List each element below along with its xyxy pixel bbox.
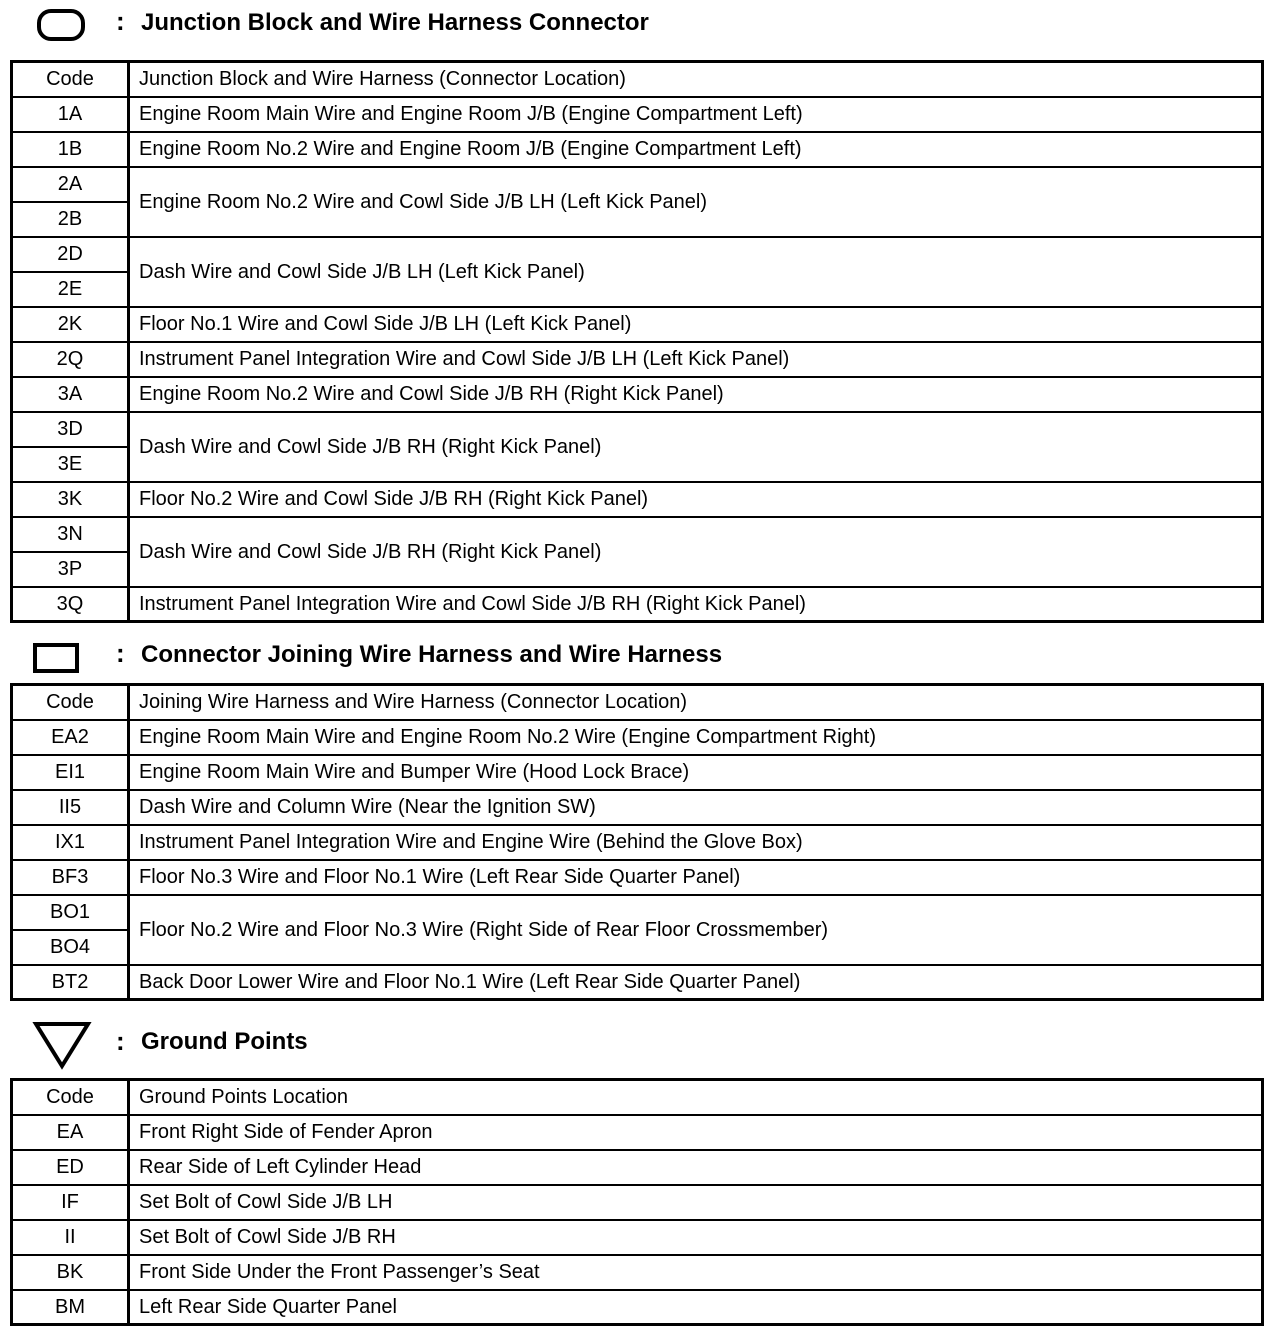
description-cell: Floor No.2 Wire and Cowl Side J/B RH (Right Kick Panel) — [129, 482, 1263, 517]
colon: : — [116, 6, 125, 36]
code-cell: 2A — [12, 167, 129, 202]
code-header: Code — [12, 62, 129, 97]
code-cell: 3E — [12, 447, 129, 482]
description-cell: Engine Room Main Wire and Bumper Wire (Hood Lock Brace) — [129, 755, 1263, 790]
code-cell: 3Q — [12, 587, 129, 622]
description-cell: Engine Room No.2 Wire and Cowl Side J/B LH (Left Kick Panel) — [129, 167, 1263, 237]
code-cell: BO1 — [12, 895, 129, 930]
code-header: Code — [12, 685, 129, 720]
description-cell: Set Bolt of Cowl Side J/B LH — [129, 1185, 1263, 1220]
code-cell: 1B — [12, 132, 129, 167]
description-cell: Instrument Panel Integration Wire and Cowl Side J/B RH (Right Kick Panel) — [129, 587, 1263, 622]
table-row — [12, 587, 1263, 622]
table-row — [12, 1150, 1263, 1185]
code-cell: 2E — [12, 272, 129, 307]
table-row — [12, 517, 1263, 552]
description-cell: Dash Wire and Column Wire (Near the Ignition SW) — [129, 790, 1263, 825]
code-header: Code — [12, 1080, 129, 1115]
description-cell: Left Rear Side Quarter Panel — [129, 1290, 1263, 1325]
table-row — [12, 377, 1263, 412]
description-header: Junction Block and Wire Harness (Connector Location) — [129, 62, 1263, 97]
table-row — [12, 755, 1263, 790]
rounded-rectangle-icon — [36, 8, 86, 42]
triangle-down-icon — [32, 1020, 92, 1070]
colon: : — [116, 638, 125, 668]
code-cell: 3P — [12, 552, 129, 587]
table-header-row — [12, 62, 1263, 97]
description-cell: Front Right Side of Fender Apron — [129, 1115, 1263, 1150]
table-row — [12, 720, 1263, 755]
table-row — [12, 167, 1263, 202]
description-cell: Engine Room Main Wire and Engine Room J/B (Engine Compartment Left) — [129, 97, 1263, 132]
table-row — [12, 1290, 1263, 1325]
rectangle-icon — [32, 642, 80, 674]
code-cell: BT2 — [12, 965, 129, 1000]
table-row — [12, 237, 1263, 272]
code-cell: ED — [12, 1150, 129, 1185]
description-cell: Dash Wire and Cowl Side J/B RH (Right Kick Panel) — [129, 517, 1263, 587]
code-cell: BF3 — [12, 860, 129, 895]
description-cell: Set Bolt of Cowl Side J/B RH — [129, 1220, 1263, 1255]
description-cell: Engine Room No.2 Wire and Engine Room J/B (Engine Compartment Left) — [129, 132, 1263, 167]
table-row — [12, 965, 1263, 1000]
description-cell: Floor No.2 Wire and Floor No.3 Wire (Right Side of Rear Floor Crossmember) — [129, 895, 1263, 965]
colon: : — [116, 1026, 125, 1056]
description-cell: Back Door Lower Wire and Floor No.1 Wire (Left Rear Side Quarter Panel) — [129, 965, 1263, 1000]
table-row — [12, 97, 1263, 132]
table-row — [12, 1220, 1263, 1255]
ground-points-table — [10, 1078, 1264, 1326]
table-row — [12, 482, 1263, 517]
code-cell: 2Q — [12, 342, 129, 377]
description-cell: Dash Wire and Cowl Side J/B LH (Left Kick Panel) — [129, 237, 1263, 307]
table-row — [12, 790, 1263, 825]
table-row — [12, 1185, 1263, 1220]
section-heading-ground-points — [0, 1018, 1280, 1068]
code-cell: 1A — [12, 97, 129, 132]
section-heading-connector-joining — [0, 632, 1280, 682]
code-cell: 3K — [12, 482, 129, 517]
description-cell: Engine Room No.2 Wire and Cowl Side J/B RH (Right Kick Panel) — [129, 377, 1263, 412]
description-cell: Instrument Panel Integration Wire and Engine Wire (Behind the Glove Box) — [129, 825, 1263, 860]
code-cell: 2K — [12, 307, 129, 342]
description-cell: Front Side Under the Front Passenger’s Seat — [129, 1255, 1263, 1290]
code-cell: BO4 — [12, 930, 129, 965]
code-cell: 2B — [12, 202, 129, 237]
code-cell: IX1 — [12, 825, 129, 860]
code-cell: 3D — [12, 412, 129, 447]
table-header-row — [12, 1080, 1263, 1115]
code-cell: II — [12, 1220, 129, 1255]
table-row — [12, 1115, 1263, 1150]
section-title: Junction Block and Wire Harness Connector — [141, 9, 649, 36]
table-row — [12, 860, 1263, 895]
description-header: Joining Wire Harness and Wire Harness (Connector Location) — [129, 685, 1263, 720]
code-cell: BK — [12, 1255, 129, 1290]
description-cell: Floor No.3 Wire and Floor No.1 Wire (Left Rear Side Quarter Panel) — [129, 860, 1263, 895]
code-cell: 3N — [12, 517, 129, 552]
description-header: Ground Points Location — [129, 1080, 1263, 1115]
code-cell: BM — [12, 1290, 129, 1325]
table-row — [12, 825, 1263, 860]
section-title: Connector Joining Wire Harness and Wire Harness — [141, 641, 723, 668]
description-cell: Rear Side of Left Cylinder Head — [129, 1150, 1263, 1185]
table-row — [12, 1255, 1263, 1290]
code-cell: II5 — [12, 790, 129, 825]
description-cell: Engine Room Main Wire and Engine Room No.2 Wire (Engine Compartment Right) — [129, 720, 1263, 755]
table-header-row — [12, 685, 1263, 720]
table-row — [12, 307, 1263, 342]
description-cell: Floor No.1 Wire and Cowl Side J/B LH (Left Kick Panel) — [129, 307, 1263, 342]
description-cell: Dash Wire and Cowl Side J/B RH (Right Kick Panel) — [129, 412, 1263, 482]
table-row — [12, 895, 1263, 930]
junction-block-table — [10, 60, 1264, 623]
code-cell: EA2 — [12, 720, 129, 755]
code-cell: EI1 — [12, 755, 129, 790]
description-cell: Instrument Panel Integration Wire and Cowl Side J/B LH (Left Kick Panel) — [129, 342, 1263, 377]
section-heading-junction-block — [0, 0, 1280, 50]
section-title: Ground Points — [141, 1028, 308, 1055]
code-cell: 3A — [12, 377, 129, 412]
connector-joining-table — [10, 683, 1264, 1001]
code-cell: IF — [12, 1185, 129, 1220]
table-row — [12, 132, 1263, 167]
table-row — [12, 342, 1263, 377]
code-cell: EA — [12, 1115, 129, 1150]
code-cell: 2D — [12, 237, 129, 272]
table-row — [12, 412, 1263, 447]
